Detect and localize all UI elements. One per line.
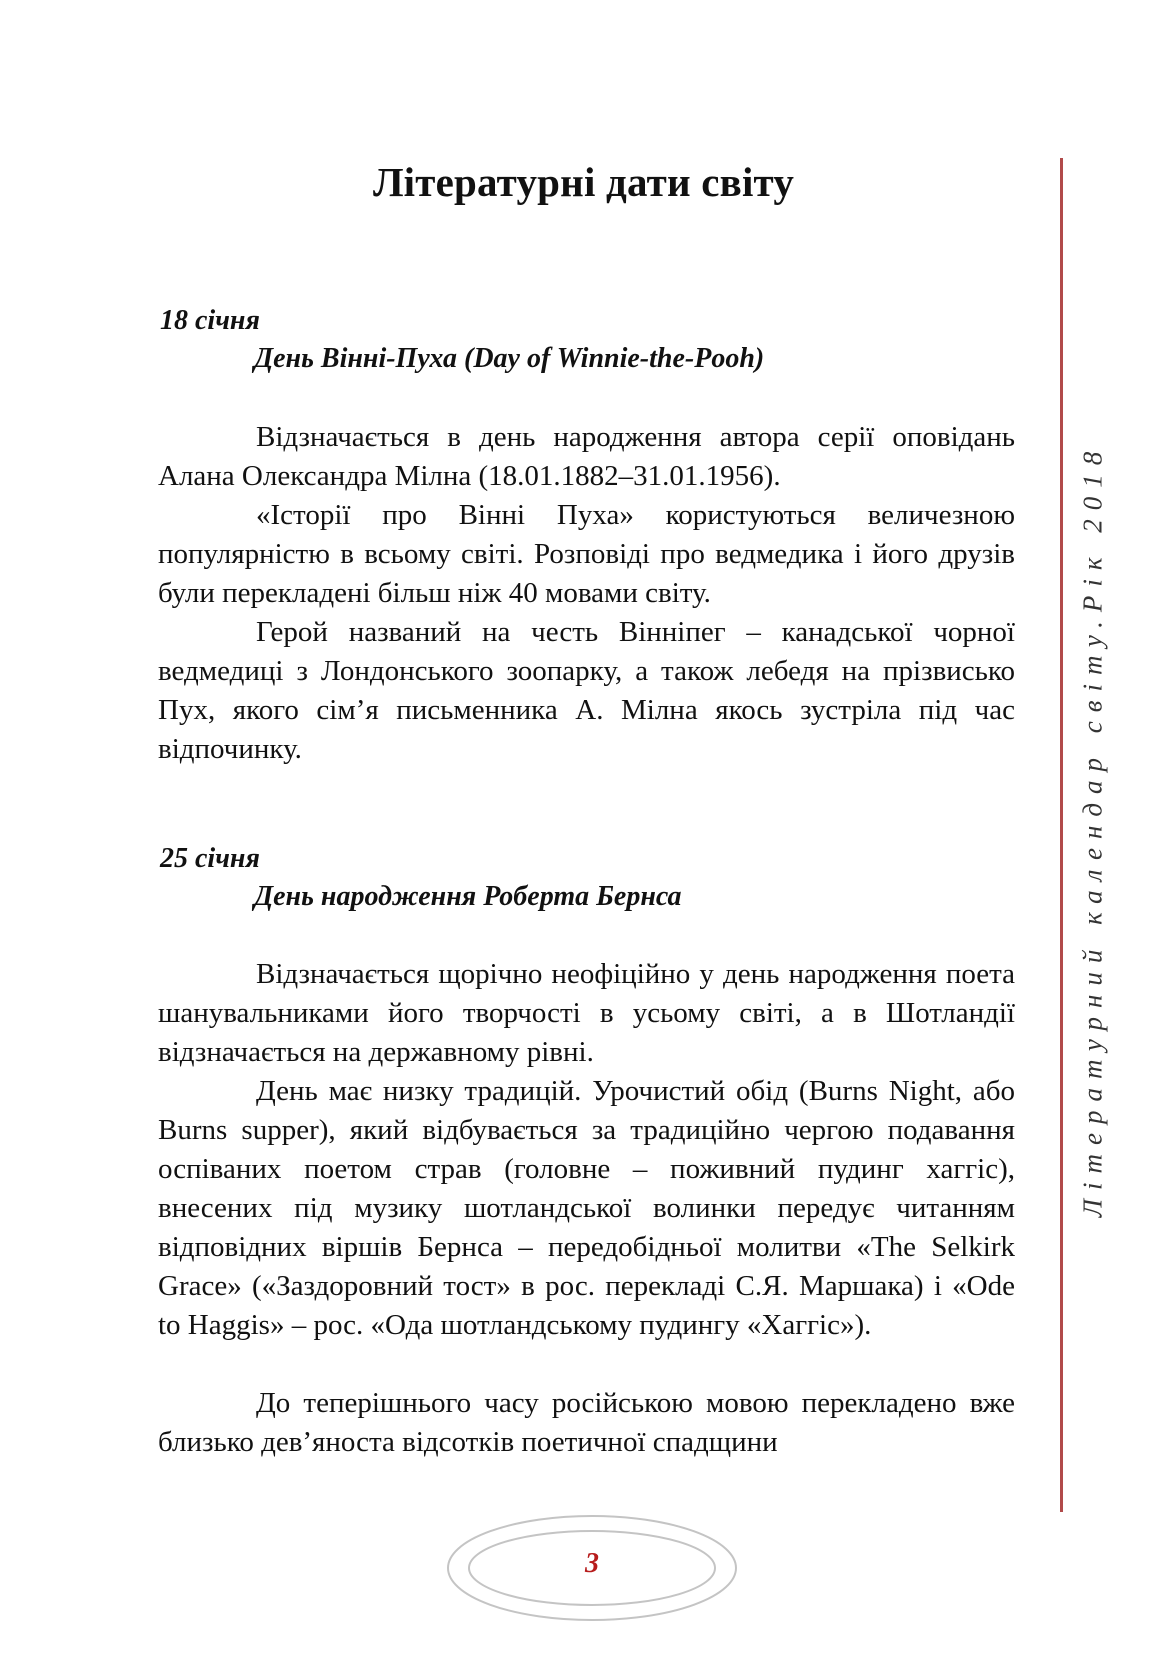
page-number: 3 [585, 1548, 599, 1579]
paragraph: Відзначається в день народження автора серії оповідань Алана Олександра Мілна (18.01.1882–31.01.1956). [158, 421, 1015, 492]
section-date: 25 січня [160, 843, 260, 874]
section-date: 18 січня [160, 305, 260, 336]
paragraph: «Історії про Вінні Пуха» користуються величезною популярністю в всьому світі. Розповіді про ведмедика і його друзів були перекладені більш ніж 40 мовами світу. [158, 499, 1015, 609]
section-heading: День Вінні-Пуха (Day of Winnie-the-Pooh) [254, 343, 765, 374]
side-caption-text: Літературний календар світу.Рік 2018 [1077, 442, 1108, 1218]
paragraph: Герой названий на честь Вінніпег – канадської чорної ведмедиці з Лондонського зоопарку, а також лебедя на прізвисько Пух, якого сім’я письменника А. Мілна якось зустріла під час відпочинку. [158, 616, 1015, 765]
page-title: Літературні дати світу [372, 159, 795, 205]
paragraph: День має низку традицій. Урочистий обід (Burns Night, або Burns supper), який відбувається за традиційно чергою подавання оспіваних поетом страв (головне – поживний пудинг хаггіс), внесених під музику шотландської волинки передує читанням відповідних віршів Бернса – передобідньої молитви «The Selkirk Grace» («Заздоровний тост» в рос. перекладі С.Я. Маршака) і «Ode to Haggis» – рос. «Ода шотландському пудингу «Хаггіс»). [158, 1075, 1015, 1341]
paragraph: Відзначається щорічно неофіційно у день народження поета шанувальниками його творчості в усьому світі, а в Шотландії відзначається на державному рівні. [158, 958, 1015, 1068]
side-rule [1060, 158, 1063, 1512]
section-heading: День народження Роберта Бернса [254, 881, 682, 912]
paragraph: До теперішнього часу російською мовою перекладено вже близько дев’яноста відсотків поетичної спадщини [158, 1387, 1015, 1458]
